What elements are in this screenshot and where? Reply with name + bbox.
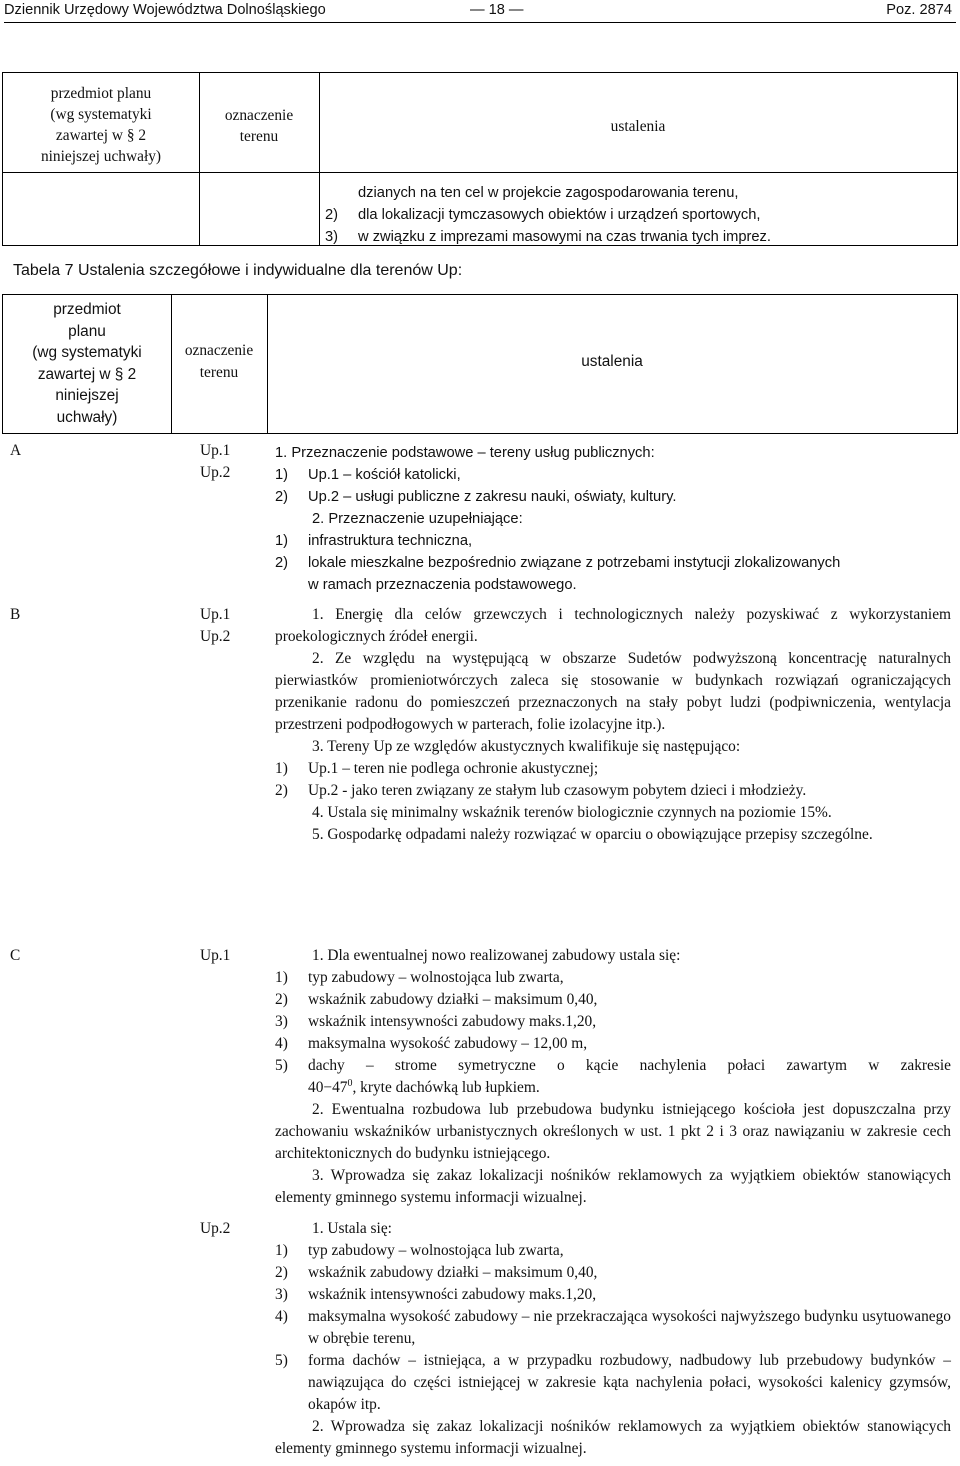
header-line: planu [68,322,106,340]
list-item: 1) typ zabudowy – wolnostojąca lub zwarta, [275,969,564,986]
provision-line: 1. Przeznaczenie podstawowe – tereny usług publicznych: [275,445,655,461]
row-b-provisions [275,604,951,846]
table1-body [325,182,951,248]
provision-paragraph: 2. Ze względu na występującą w obszarze Sudetów podwyższoną koncentrację naturalnych pierwiastków promieniotwórczych zaleca się stosowanie w budynkach rozwiązań ograniczających przenikanie radonu do pomieszczeń przeznaczonych na stały pobyt ludzi (podpiwniczenia, wentylacja przestrzeni podpodłogowych w parterach, folie izolacyjne itp.). [275,650,951,733]
header-line: zawartej w § 2 [37,365,137,383]
row-a-codes [200,440,230,484]
provision-paragraph: 3. Tereny Up ze względów akustycznych kwalifikuje się następująco: [312,738,741,755]
row-c-up2-provisions [275,1218,951,1460]
list-item: 2) lokale mieszkalne bezpośrednio związane z potrzebami instytucji zlokalizowanych [275,555,841,571]
row-b-codes [200,604,230,648]
list-item: 1) infrastruktura techniczna, [275,533,473,549]
provision-paragraph: 3. Wprowadza się zakaz lokalizacji nośników reklamowych za wyjątkiem obiektów stanowiących elementy gminnego systemu informacji wizualnej. [275,1167,951,1206]
list-item: 3) w związku z imprezami masowymi na czas trwania tych imprez. [325,229,771,245]
header-line: uchwały) [56,408,118,426]
header-line: zawartej w § 2 [55,127,147,144]
provision-line: 1. Dla ewentualnej nowo realizowanej zabudowy ustala się: [312,947,681,964]
list-item: 5) dachy – strome symetryczne o kącie nachylenia połaci zawartym w zakresie [275,1057,951,1074]
table-continuation [2,72,958,246]
area-code: Up.1 [200,442,231,459]
page-number: — 18 — [470,2,524,18]
column-header-designation [199,105,319,147]
list-item-continuation: w ramach przeznaczenia podstawowego. [308,577,577,593]
area-code: Up.2 [200,464,231,481]
table-caption: Tabela 7 Ustalenia szczegółowe i indywidualne dla terenów Up: [13,262,463,279]
column-header-designation [171,340,267,383]
header-line: przedmiot [53,301,121,318]
row-letter-a: A [10,442,22,459]
provision-paragraph: 2. Ewentualna rozbudowa lub przebudowa budynku istniejącego kościoła jest dopuszczalna przy zachowaniu wskaźników urbanistycznych określonych w ust. 1 pkt 2 i 3 oraz nawiązaniu w zakresie cech architektonicznych do budynku istniejącego. [275,1101,951,1162]
provision-paragraph: 1. Energię dla celów grzewczych i technologicznych należy pozyskiwać z wykorzystaniem proekologicznych źródeł energii. [275,606,951,645]
list-item: 4) maksymalna wysokość zabudowy – nie przekraczająca wysokości najwyższego budynku usytuowanego w obrębie terenu, [275,1308,951,1347]
row-letter-b: B [10,606,21,623]
list-item: 1) typ zabudowy – wolnostojąca lub zwarta, [275,1242,564,1259]
header-line: terenu [239,128,279,145]
provision-line: 1. Ustala się: [312,1220,392,1237]
header-line: niniejszej uchwały) [40,148,162,165]
list-item: 2) wskaźnik zabudowy działki – maksimum 0,40, [275,1264,598,1281]
column-header-subject [3,299,171,428]
list-item: 2) Up.2 - jako teren związany ze stałym lub czasowym pobytem dzieci i młodzieży. [275,782,807,799]
row-c-code-up2: Up.2 [200,1220,231,1237]
body-line: dzianych na ten cel w projekcie zagospodarowania terenu, [358,185,739,201]
list-item-continuation: $40-47^0$, kryte dachówką lub łupkiem. [308,1077,540,1096]
row-c-code-up1: Up.1 [200,947,231,964]
header-line: (wg systematyki [50,106,152,123]
header-line: niniejszej [55,387,119,404]
row-letter-c: C [10,947,21,964]
provision-paragraph: 5. Gospodarkę odpadami należy rozwiązać w oparciu o obowiązujące przepisy szczególne. [312,826,873,843]
list-item: 4) maksymalna wysokość zabudowy – 12,00 m, [275,1035,588,1052]
list-item: 2) wskaźnik zabudowy działki – maksimum 0,40, [275,991,598,1008]
column-header-subject [3,83,199,167]
header-line: (wg systematyki [32,344,142,361]
page-header [4,0,956,23]
list-item: 1) Up.1 – teren nie podlega ochronie akustycznej; [275,760,599,777]
provision-paragraph: 4. Ustala się minimalny wskaźnik terenów biologicznie czynnych na poziomie 15%. [312,804,832,821]
table7-header [2,294,958,434]
list-item: 2) Up.2 – usługi publiczne z zakresu nauki, oświaty, kultury. [275,489,677,505]
list-item: 3) wskaźnik intensywności zabudowy maks.1,20, [275,1013,597,1030]
provision-paragraph: 2. Wprowadza się zakaz lokalizacji nośników reklamowych za wyjątkiem obiektów stanowiących elementy gminnego systemu informacji wizualnej. [275,1418,951,1457]
position-number: Poz. 2874 [886,2,952,18]
header-line: oznaczenie [224,107,294,124]
list-item: 3) wskaźnik intensywności zabudowy maks.1,20, [275,1286,597,1303]
provision-line: 2. Przeznaczenie uzupełniające: [312,511,523,527]
area-code: Up.2 [200,628,231,645]
row-c-up1-provisions [275,945,951,1209]
list-item: 2) dla lokalizacji tymczasowych obiektów i urządzeń sportowych, [325,207,761,223]
header-line: terenu [199,363,239,381]
column-header-provisions: ustalenia [610,118,666,135]
list-item: 5) forma dachów – istniejąca, a w przypadku rozbudowy, nadbudowy lub przebudowy budynków – nawiązująca do części istniejącej w zakresie kąta nachylenia połaci, wysokości kalenicy gzymsów, okapów itp. [275,1352,951,1413]
list-item: 1) Up.1 – kościół katolicki, [275,467,461,483]
journal-title: Dziennik Urzędowy Województwa Dolnośląskiego [4,2,326,18]
header-line: przedmiot planu [50,85,152,102]
column-header-provisions: ustalenia [581,353,643,370]
row-a-provisions [275,442,951,596]
area-code: Up.1 [200,606,231,623]
header-line: oznaczenie [184,342,254,359]
